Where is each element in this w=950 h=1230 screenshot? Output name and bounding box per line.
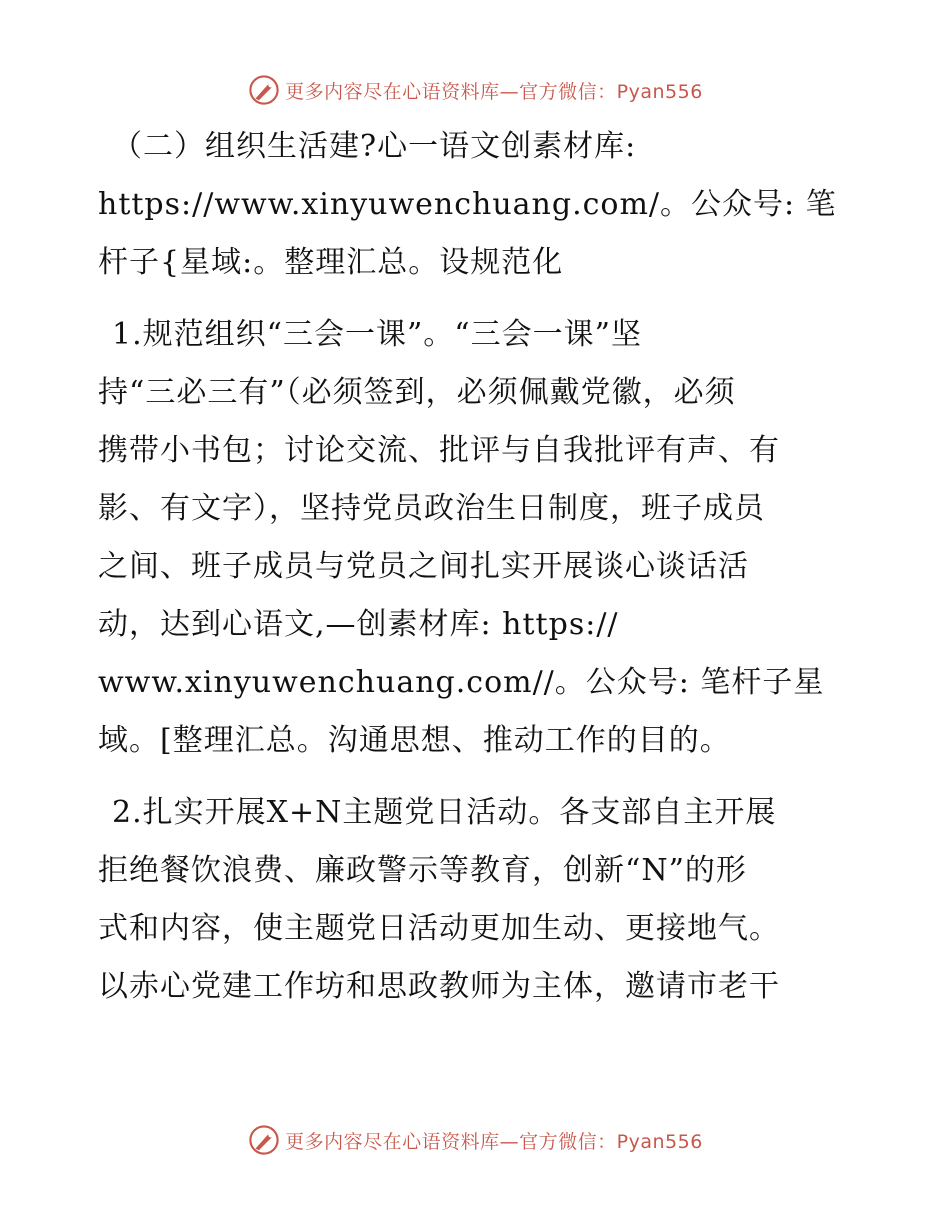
watermark-text: 更多内容尽在心语资料库—官方微信：Pyan556	[285, 1130, 703, 1153]
paragraph-1	[98, 118, 858, 292]
text-line: 域。[整理汇总。沟通思想、推动工作的目的。	[98, 723, 731, 758]
header-watermark	[0, 70, 950, 110]
text-line: 式和内容，使主题党日活动更加生动、更接地气。	[98, 911, 780, 946]
pen-logo-icon	[247, 1123, 281, 1157]
text-line: 动，达到心语文,—创素材库: https://	[98, 607, 619, 642]
paragraph-3	[98, 784, 858, 1016]
document-body	[98, 118, 858, 1016]
text-line: （二）组织生活建?心一语文创素材库:	[112, 129, 637, 164]
watermark-text: 更多内容尽在心语资料库—官方微信：Pyan556	[285, 80, 703, 103]
paragraph-2	[98, 306, 858, 770]
text-line: 以赤心党建工作坊和思政教师为主体，邀请市老干	[98, 969, 780, 1004]
text-line: 持“三必三有”（必须签到，必须佩戴党徽，必须	[98, 375, 736, 410]
text-line: www.xinyuwenchuang.com//。公众号: 笔杆子星	[98, 665, 825, 700]
pen-logo-icon	[247, 73, 281, 107]
text-line: https://www.xinyuwenchuang.com/。公众号: 笔	[98, 187, 837, 222]
text-line: 杆子{星域:。整理汇总。设规范化	[98, 245, 564, 280]
text-line: 拒绝餐饮浪费、廉政警示等教育，创新“N”的形	[98, 853, 747, 888]
text-line: 1.规范组织“三会一课”。“三会一课”坚	[112, 317, 642, 352]
footer-watermark	[0, 1120, 950, 1160]
text-line: 影、有文字），坚持党员政治生日制度，班子成员	[98, 491, 765, 526]
text-line: 之间、班子成员与党员之间扎实开展谈心谈话活	[98, 549, 749, 584]
text-line: 携带小书包；讨论交流、批评与自我批评有声、有	[98, 433, 780, 468]
text-line: 2.扎实开展X+N主题党日活动。各支部自主开展	[112, 795, 777, 830]
